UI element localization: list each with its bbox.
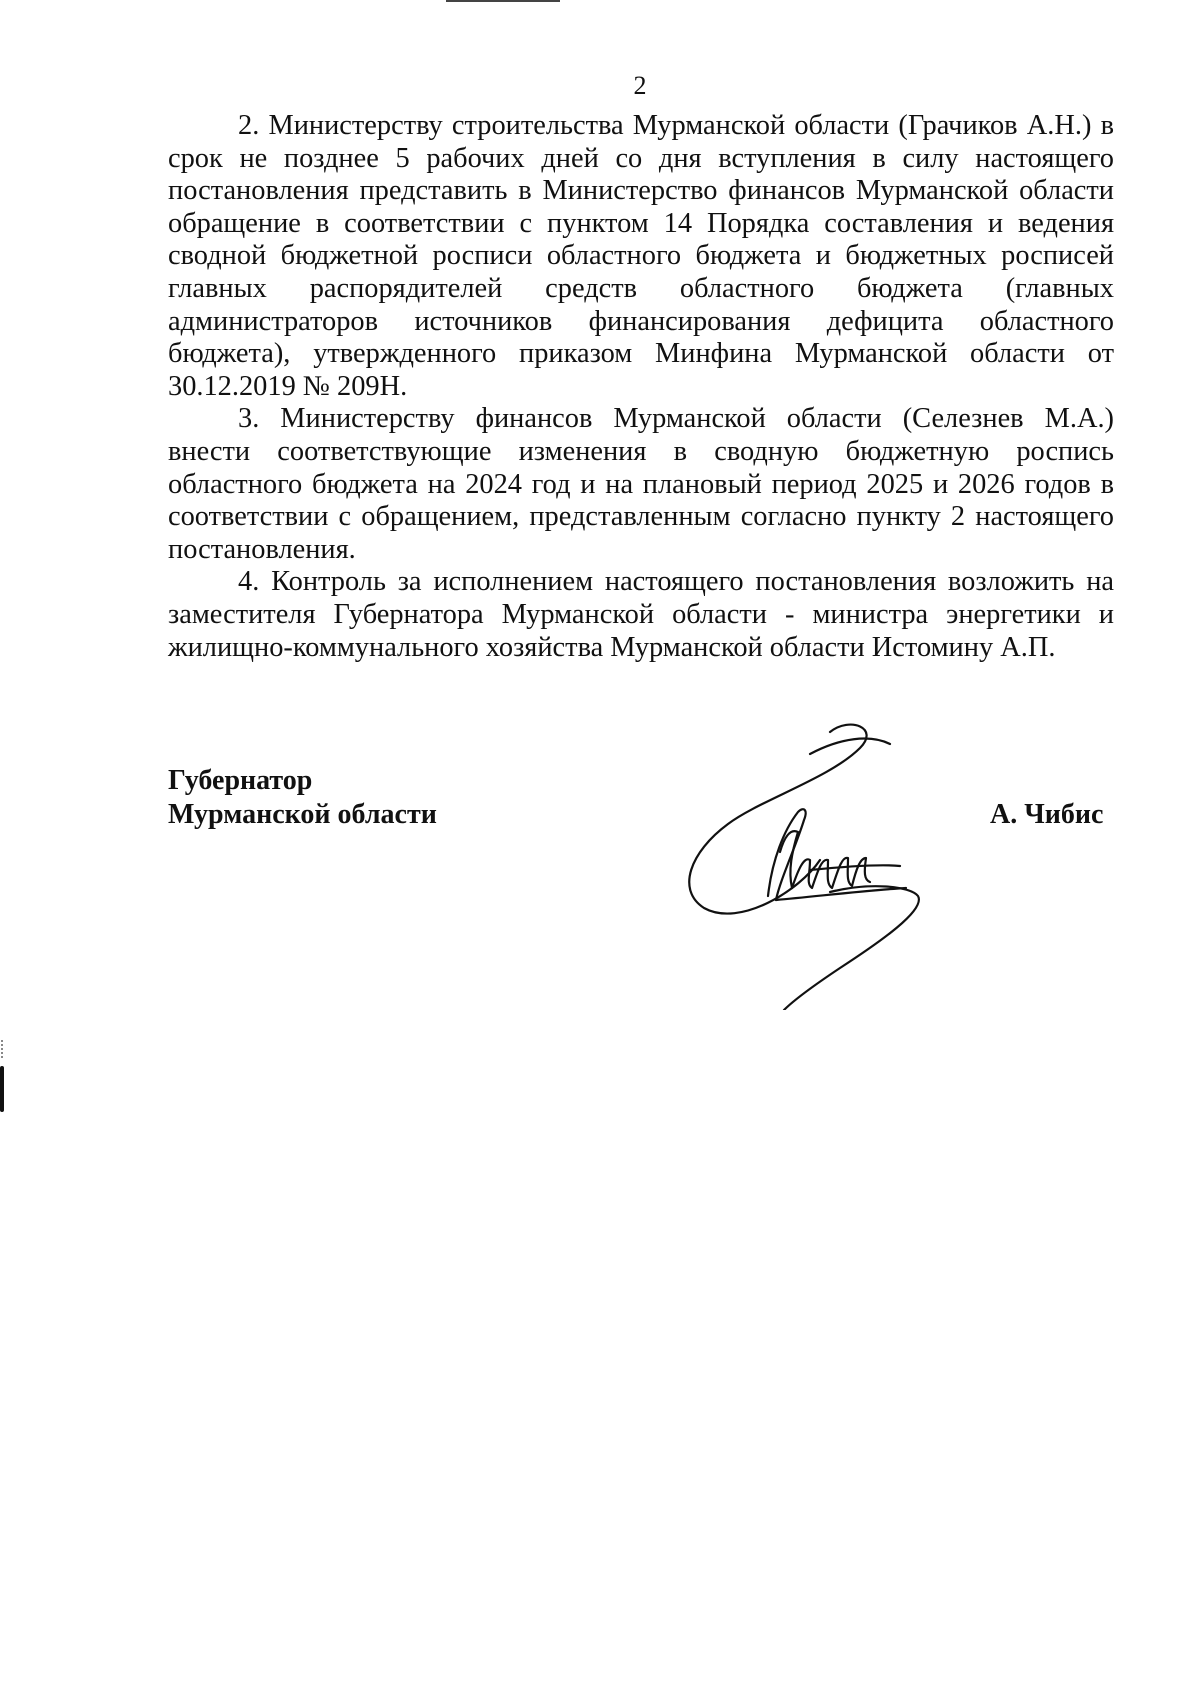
signatory-title: Губернатор [168, 765, 313, 796]
paragraph-4: 4. Контроль за исполнением настоящего постановления возложить на заместителя Губернатора Мурманской области - министра энергетики и жилищно-коммунального хозяйства Мурманской области Истомину А.П. [168, 566, 1114, 663]
paragraph-3: 3. Министерству финансов Мурманской области (Селезнев М.А.) внести соответствующие изменения в сводную бюджетную роспись областного бюджета на 2024 год и на плановый период 2025 и 2026 годов в соответствии с обращением, представленным согласно пункту 2 настоящего постановления. [168, 403, 1114, 565]
scan-edge-artifact [1, 1040, 5, 1058]
signatory-name: А. Чибис [990, 799, 1104, 830]
scan-edge-mark [0, 1066, 4, 1112]
top-rule-divider [446, 0, 560, 2]
paragraph-2: 2. Министерству строительства Мурманской области (Грачиков А.Н.) в срок не позднее 5 рабочих дней со дня вступления в силу настоящего постановления представить в Министерство финансов Мурманской области обращение в соответствии с пунктом 14 Порядка составления и ведения сводной бюджетной росписи областного бюджета и бюджетных росписей главных распорядителей средств областного бюджета (главных администраторов источников финансирования дефицита областного бюджета), утвержденного приказом Минфина Мурманской области от 30.12.2019 № 209Н. [168, 110, 1114, 402]
handwritten-signature-icon [680, 720, 950, 1010]
signatory-position [168, 764, 437, 832]
signatory-region: Мурманской области [168, 799, 437, 830]
document-body [168, 110, 1114, 664]
page-number: 2 [633, 71, 647, 100]
